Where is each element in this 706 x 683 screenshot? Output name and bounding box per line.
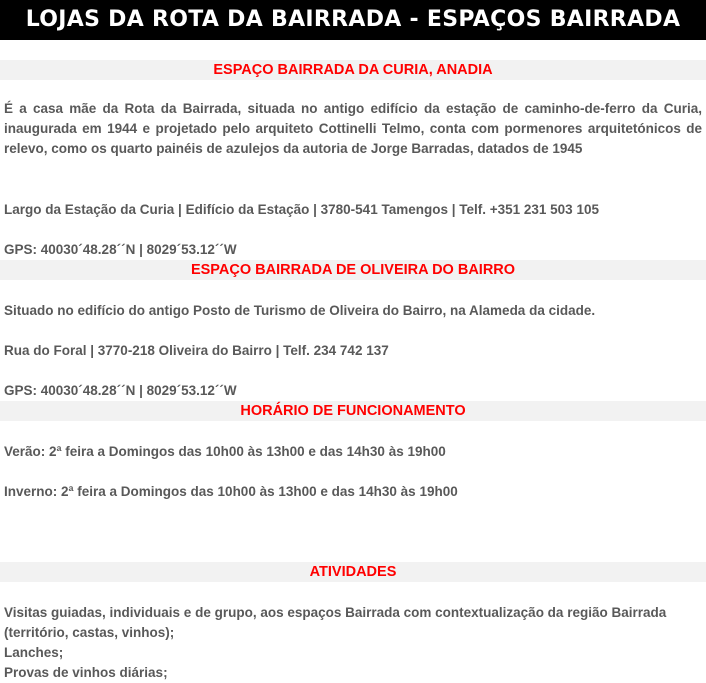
- curia-gps: GPS: 40030´48.28´´N | 8029´53.12´´W: [4, 242, 237, 257]
- oliveira-description: Situado no edifício do antigo Posto de Turismo de Oliveira do Bairro, na Alameda da cidade.: [4, 303, 596, 318]
- curia-address: Largo da Estação da Curia | Edifício da Estação | 3780-541 Tamengos | Telf. +351 231 503 105: [4, 202, 599, 217]
- curia-description: É a casa mãe da Rota da Bairrada, situada no antigo edifício da estação de caminho-de-ferro da Curia, inaugurada em 1944 e projetado pelo arquiteto Cottinelli Telmo, conta com pormenores arquitetónicos de relevo, como os quarto painéis de azulejos da autoria de Jorge Barradas, datados de 1945: [4, 101, 702, 156]
- oliveira-gps: GPS: 40030´48.28´´N | 8029´53.12´´W: [4, 383, 237, 398]
- schedule-summer: Verão: 2ª feira a Domingos das 10h00 às 13h00 e das 14h30 às 19h00: [4, 444, 446, 459]
- oliveira-address: Rua do Foral | 3770-218 Oliveira do Bairro | Telf. 234 742 137: [4, 343, 389, 358]
- page-title: LOJAS DA ROTA DA BAIRRADA - ESPAÇOS BAIRRADA: [0, 0, 706, 40]
- section-heading-schedule: HORÁRIO DE FUNCIONAMENTO: [0, 401, 706, 421]
- schedule-winter: Inverno: 2ª feira a Domingos das 10h00 às 13h00 e das 14h30 às 19h00: [4, 484, 458, 499]
- activity-item: Lanches;: [4, 645, 64, 660]
- section-heading-oliveira: ESPAÇO BAIRRADA DE OLIVEIRA DO BAIRRO: [0, 260, 706, 280]
- section-heading-curia: ESPAÇO BAIRRADA DA CURIA, ANADIA: [0, 60, 706, 80]
- activity-item: Provas de vinhos diárias;: [4, 665, 168, 680]
- section-heading-activities: ATIVIDADES: [0, 562, 706, 582]
- activity-item: Visitas guiadas, individuais e de grupo, aos espaços Bairrada com contextualização da região Bairrada (território, castas, vinhos);: [4, 605, 667, 640]
